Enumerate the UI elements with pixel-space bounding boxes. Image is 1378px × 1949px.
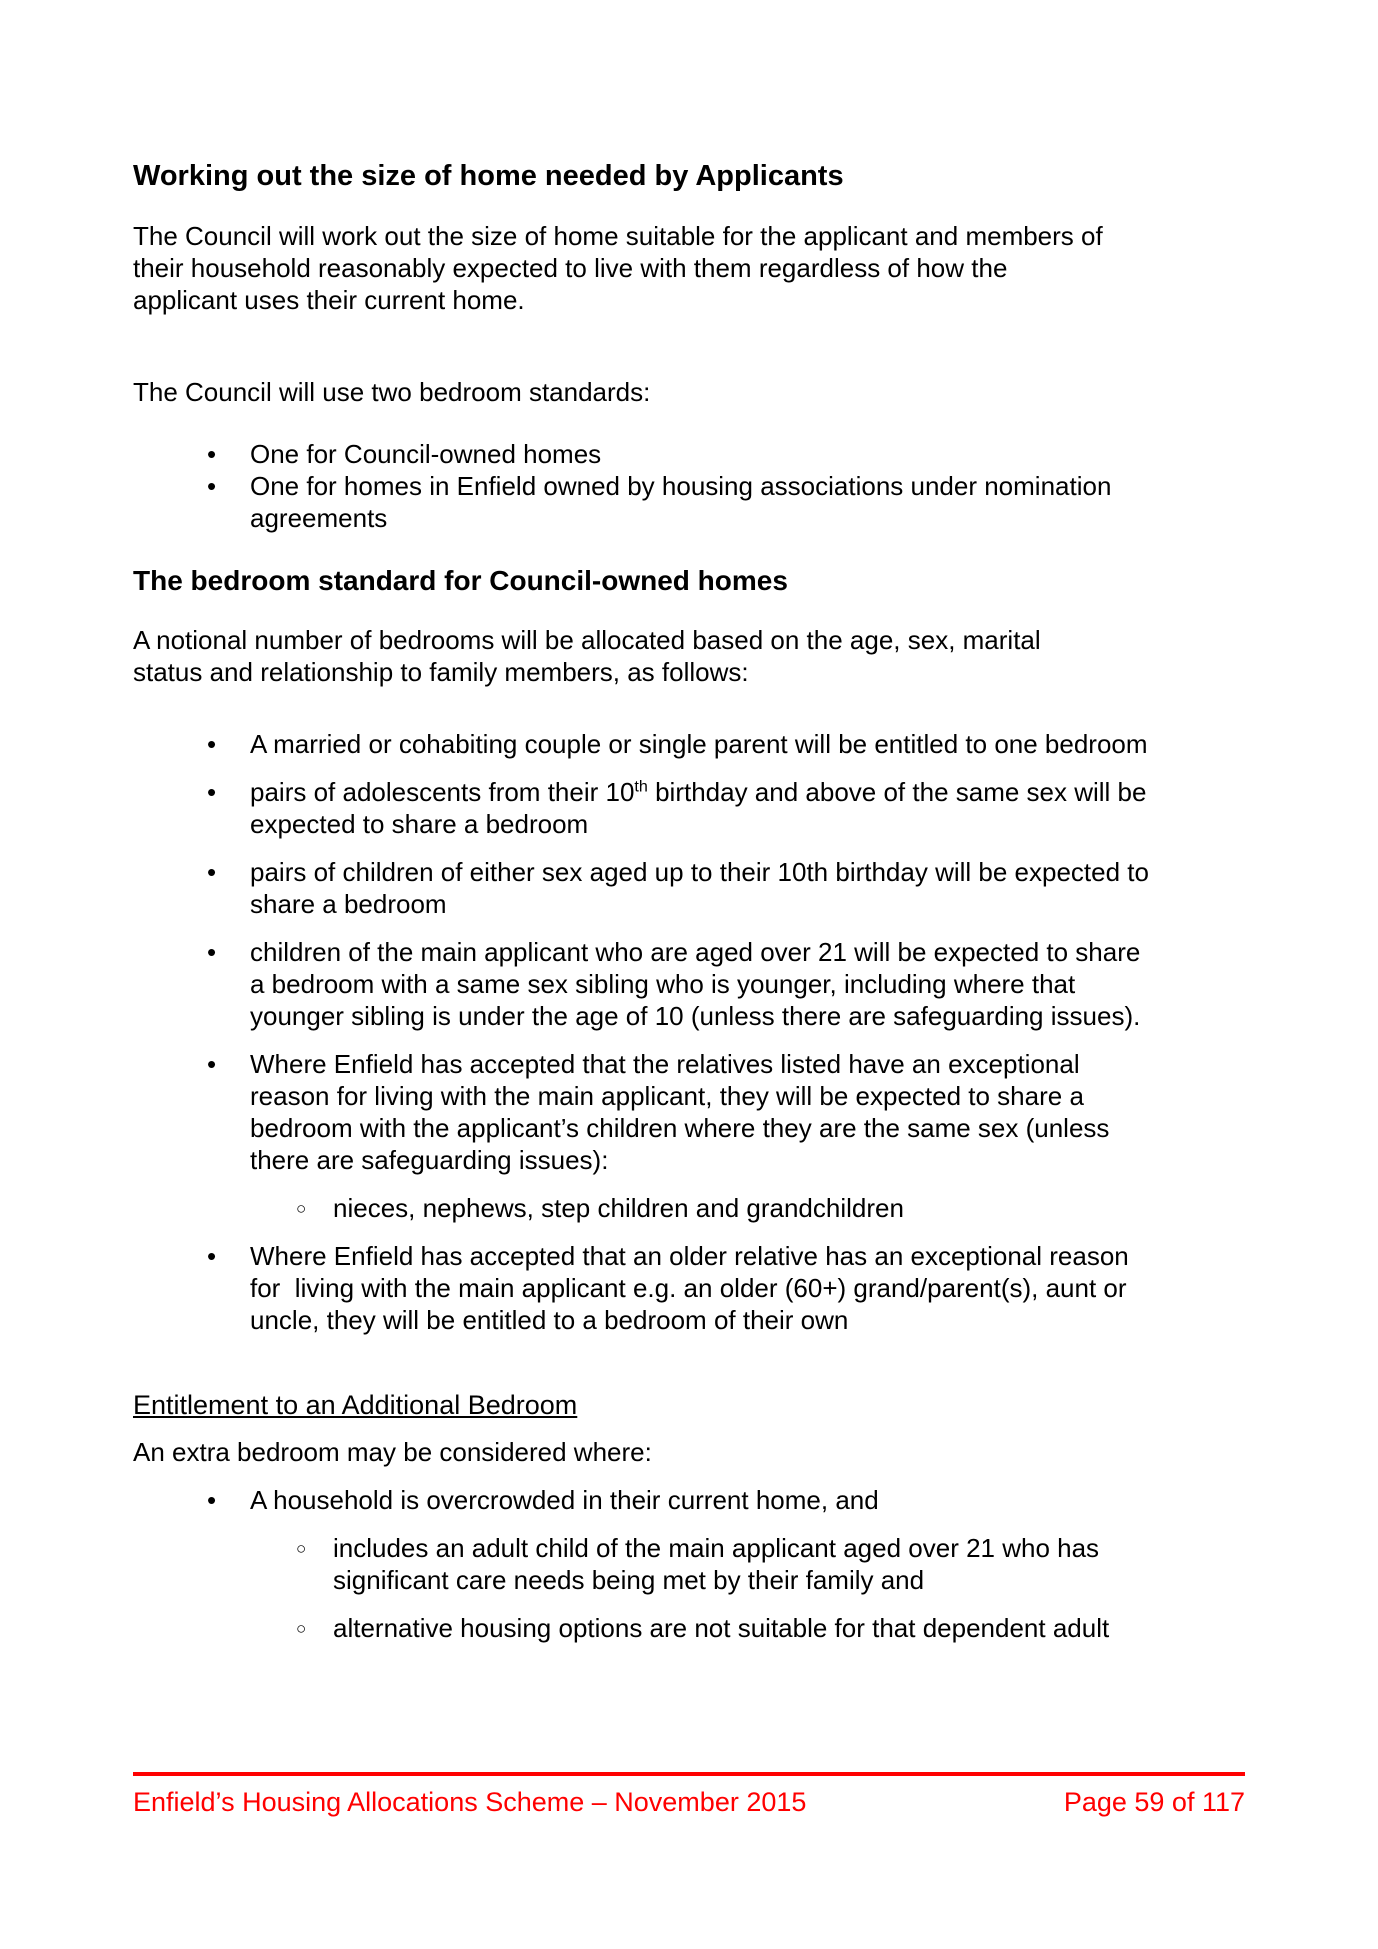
text-line: reason for living with the main applicant, they will be expected to share a [250,1081,1084,1111]
extra-bedroom-list [133,1484,1245,1644]
sub-list-item [133,1192,1245,1224]
text-line: agreements [250,503,388,533]
text-line: includes an adult child of the main applicant aged over 21 who has [333,1533,1100,1563]
intro-paragraph [133,220,1245,316]
list-item-text [250,936,1245,1032]
standards-paragraph: The Council will use two bedroom standards: [133,377,651,407]
list-item [133,1240,1245,1336]
footer-page-number: Page 59 of 117 [1063,1787,1245,1817]
text-line: share a bedroom [250,889,447,919]
bullet-icon: • [207,729,217,759]
list-item [133,936,1245,1032]
list-item-text [250,470,1245,534]
list-item-text [250,856,1245,920]
page-footer [133,1772,1245,1818]
text-line: bedroom with the applicant’s children where they are the same sex (unless [250,1113,1110,1143]
list-item [133,470,1245,534]
list-item-text [250,1048,1245,1176]
text-run: pairs of adolescents from their 10 [250,777,635,807]
text-line: status and relationship to family members, as follows: [133,657,749,687]
text-line: younger sibling is under the age of 10 (unless there are safeguarding issues). [250,1001,1141,1031]
extra-bedroom-paragraph: An extra bedroom may be considered where: [133,1437,652,1467]
text-line: Where Enfield has accepted that the relatives listed have an exceptional [250,1049,1080,1079]
list-item [133,1484,1245,1516]
sub-list-item-text [333,1192,1245,1224]
text-line: Where Enfield has accepted that an older relative has an exceptional reason [250,1241,1129,1271]
list-item-line: expected to share a bedroom [250,809,589,839]
list-item [133,438,1245,470]
list-item [133,856,1245,920]
bullet-icon: • [207,439,217,469]
text-line: their household reasonably expected to live with them regardless of how the [133,253,1008,283]
text-line: A notional number of bedrooms will be allocated based on the age, sex, marital [133,625,1041,655]
text-line: A married or cohabiting couple or single parent will be entitled to one bedroom [250,729,1148,759]
text-line: significant care needs being met by their family and [333,1565,925,1595]
list-item [133,776,1245,840]
circle-bullet-icon: ○ [296,1539,307,1558]
text-line: for living with the main applicant e.g. an older (60+) grand/parent(s), aunt or [250,1273,1127,1303]
bullet-icon: • [207,1241,217,1271]
bullet-icon: • [207,471,217,501]
sub-list-item [133,1532,1245,1596]
text-line: applicant uses their current home. [133,285,525,315]
text-line: One for Council-owned homes [250,439,602,469]
text-line: A household is overcrowded in their current home, and [250,1485,879,1515]
bullet-icon: • [207,1485,217,1515]
page-title: Working out the size of home needed by Applicants [133,160,844,192]
text-line: pairs of children of either sex aged up to their 10th birthday will be expected to [250,857,1149,887]
list-item-text [250,728,1245,760]
text-line: The Council will work out the size of home suitable for the applicant and members of [133,221,1103,251]
list-item-text [250,776,1245,840]
bullet-icon: • [207,1049,217,1079]
text-line: a bedroom with a same sex sibling who is younger, including where that [250,969,1076,999]
bullet-icon: • [207,777,217,807]
circle-bullet-icon: ○ [296,1619,307,1638]
section-heading-council-homes: The bedroom standard for Council-owned homes [133,565,788,596]
text-line: alternative housing options are not suitable for that dependent adult [333,1613,1110,1643]
list-item [133,728,1245,760]
text-run: birthday and above of the same sex will be [647,777,1147,807]
sub-list-item-text [333,1612,1245,1644]
footer-document-title: Enfield’s Housing Allocations Scheme – November 2015 [133,1787,807,1817]
notional-paragraph [133,624,1245,688]
text-line: there are safeguarding issues): [250,1145,609,1175]
list-item-text [250,438,1245,470]
text-line: nieces, nephews, step children and grandchildren [333,1193,904,1223]
circle-bullet-icon: ○ [296,1199,307,1218]
document-content [133,0,1245,1660]
standards-list [133,438,1245,534]
list-item-text [250,1240,1245,1336]
sub-list-item [133,1612,1245,1644]
text-line: One for homes in Enfield owned by housing associations under nomination [250,471,1112,501]
list-item-line [250,776,1245,808]
text-line: uncle, they will be entitled to a bedroom of their own [250,1305,849,1335]
sub-list-item-text [333,1532,1245,1596]
bullet-icon: • [207,857,217,887]
list-item [133,1048,1245,1176]
section-heading-additional-bedroom: Entitlement to an Additional Bedroom [133,1390,578,1420]
list-item-text [250,1484,1245,1516]
bullet-icon: • [207,937,217,967]
superscript-text: th [634,777,648,796]
text-line: children of the main applicant who are aged over 21 will be expected to share [250,937,1141,967]
bedroom-standard-list [133,728,1245,1336]
